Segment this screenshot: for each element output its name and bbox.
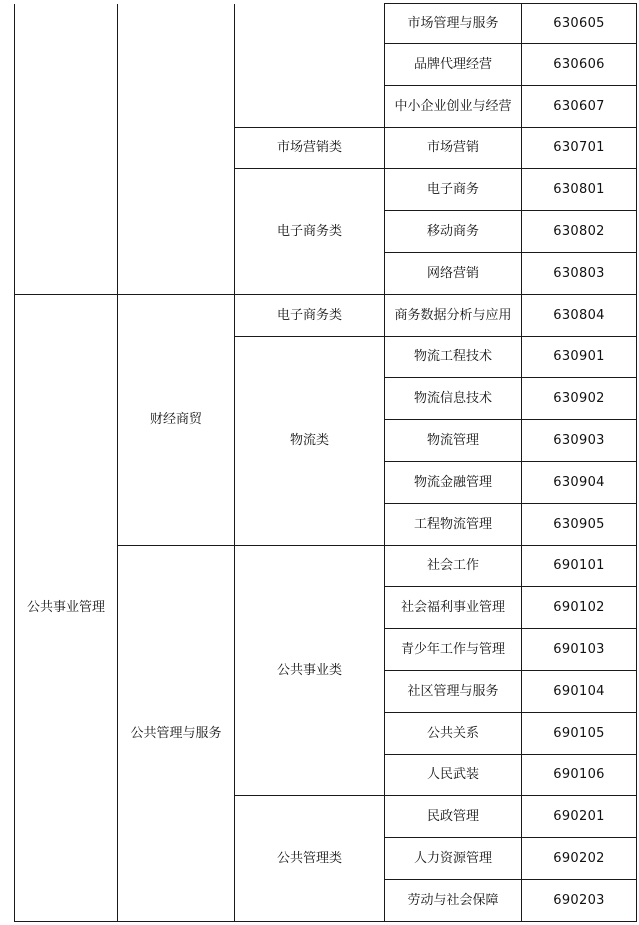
major-name: 民政管理: [385, 796, 522, 838]
major-code: 630801: [522, 169, 637, 211]
major-code: 690102: [522, 587, 637, 629]
major-code: 690106: [522, 754, 637, 796]
major-name: 社会福利事业管理: [385, 587, 522, 629]
major-code: 690203: [522, 879, 637, 921]
major-name: 物流信息技术: [385, 378, 522, 420]
category-cell: 电子商务类: [235, 294, 385, 336]
major-code: 630905: [522, 503, 637, 545]
major-name: 人力资源管理: [385, 838, 522, 880]
major-name: 工程物流管理: [385, 503, 522, 545]
major-name: 物流工程技术: [385, 336, 522, 378]
major-code: 630802: [522, 211, 637, 253]
table-row: [15, 4, 637, 44]
category-cell: 公共管理类: [235, 796, 385, 921]
major-name: 市场管理与服务: [385, 4, 522, 44]
major-name: 商务数据分析与应用: [385, 294, 522, 336]
major-name: 移动商务: [385, 211, 522, 253]
major-name: 电子商务: [385, 169, 522, 211]
major-code: 630902: [522, 378, 637, 420]
major-name: 社会工作: [385, 545, 522, 587]
major-code: 630701: [522, 127, 637, 169]
category-cell: 市场营销类: [235, 127, 385, 169]
major-name: 公共关系: [385, 712, 522, 754]
major-code: 690201: [522, 796, 637, 838]
major-code: 690101: [522, 545, 637, 587]
group-cell: 公共管理与服务: [118, 545, 235, 921]
group-cell: 财经商贸: [118, 294, 235, 545]
major-name: 市场营销: [385, 127, 522, 169]
major-code: 630804: [522, 294, 637, 336]
group-cell-continued: [118, 4, 235, 295]
division-cell: 公共事业管理: [15, 294, 118, 921]
major-code: 630607: [522, 85, 637, 127]
major-code: 690105: [522, 712, 637, 754]
major-name: 劳动与社会保障: [385, 879, 522, 921]
major-name: 品牌代理经营: [385, 44, 522, 86]
major-code: 630606: [522, 44, 637, 86]
major-code: 630605: [522, 4, 637, 44]
major-name: 中小企业创业与经营: [385, 85, 522, 127]
table-row: [15, 294, 637, 336]
major-code: 690103: [522, 629, 637, 671]
category-cell-continued: [235, 4, 385, 128]
major-name: 网络营销: [385, 252, 522, 294]
category-cell: 物流类: [235, 336, 385, 545]
major-code: 690202: [522, 838, 637, 880]
major-name: 物流金融管理: [385, 461, 522, 503]
category-cell: 电子商务类: [235, 169, 385, 294]
major-code: 630903: [522, 420, 637, 462]
major-code: 630901: [522, 336, 637, 378]
majors-table: [14, 3, 637, 922]
major-code: 630904: [522, 461, 637, 503]
major-code: 630803: [522, 252, 637, 294]
category-cell: 公共事业类: [235, 545, 385, 796]
major-name: 人民武装: [385, 754, 522, 796]
major-name: 物流管理: [385, 420, 522, 462]
major-name: 青少年工作与管理: [385, 629, 522, 671]
major-code: 690104: [522, 670, 637, 712]
major-name: 社区管理与服务: [385, 670, 522, 712]
division-cell-continued: [15, 4, 118, 295]
